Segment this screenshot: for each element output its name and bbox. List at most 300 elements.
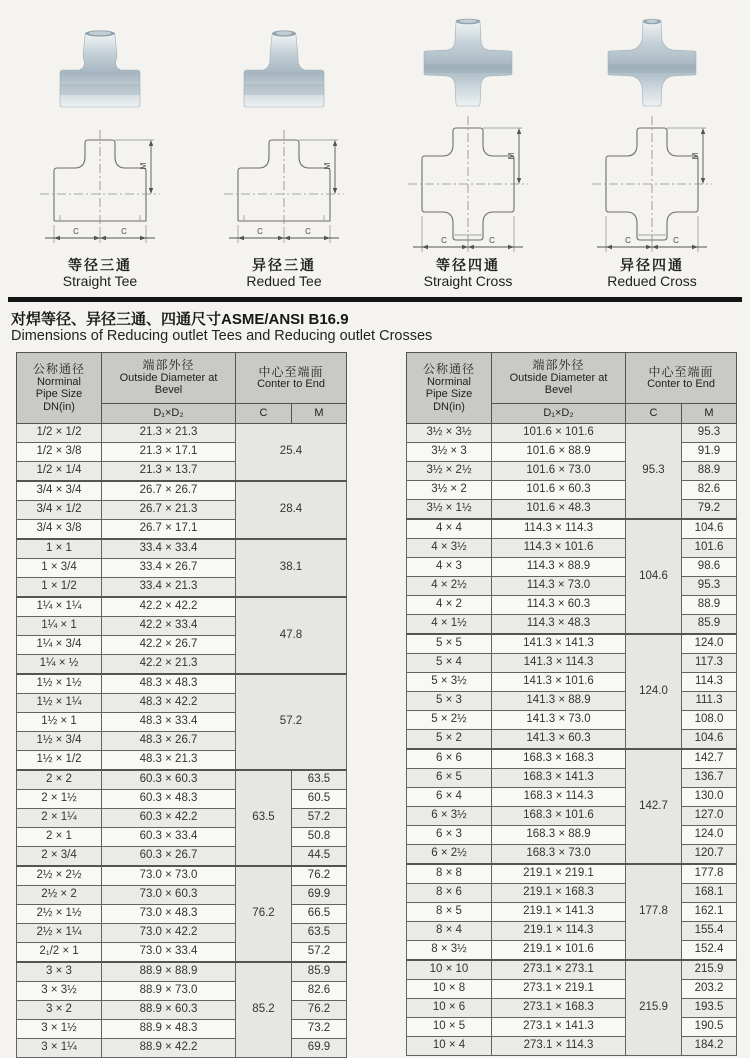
od-cell: 114.3 × 48.3 xyxy=(492,615,626,635)
dn-cell: 6 × 5 xyxy=(407,769,492,788)
dn-cell: 3/4 × 3/4 xyxy=(17,481,102,501)
table-row xyxy=(407,481,737,500)
od-cell: 114.3 × 73.0 xyxy=(492,577,626,596)
m-cell: 76.2 xyxy=(292,866,347,886)
dn-cell: 5 × 5 xyxy=(407,634,492,654)
od-cell: 168.3 × 88.9 xyxy=(492,826,626,845)
dn-cell: 2₁/2 × 1 xyxy=(17,943,102,963)
od-cell: 48.3 × 33.4 xyxy=(102,713,236,732)
od-cell: 42.2 × 21.3 xyxy=(102,655,236,675)
figure-label-en: Straight Cross xyxy=(423,273,513,289)
dn-cell: 4 × 1½ xyxy=(407,615,492,635)
m-cell: 101.6 xyxy=(682,539,737,558)
dn-cell: 1/2 × 1/4 xyxy=(17,462,102,482)
od-cell: 114.3 × 101.6 xyxy=(492,539,626,558)
dn-cell: 1/2 × 1/2 xyxy=(17,424,102,443)
center-to-end-cell: 28.4 xyxy=(236,481,347,539)
table-row xyxy=(17,924,347,943)
m-cell: 155.4 xyxy=(682,922,737,941)
dn-cell: 8 × 5 xyxy=(407,903,492,922)
od-cell: 73.0 × 48.3 xyxy=(102,905,236,924)
od-cell: 101.6 × 48.3 xyxy=(492,500,626,520)
dn-cell: 5 × 4 xyxy=(407,654,492,673)
m-cell: 44.5 xyxy=(292,847,347,867)
m-cell: 79.2 xyxy=(682,500,737,520)
m-cell: 88.9 xyxy=(682,462,737,481)
dn-cell: 3½ × 2 xyxy=(407,481,492,500)
svg-text:M: M xyxy=(323,162,332,170)
m-cell: 63.5 xyxy=(292,770,347,790)
c-cell: 215.9 xyxy=(626,960,682,1056)
m-cell: 104.6 xyxy=(682,519,737,539)
od-cell: 273.1 × 273.1 xyxy=(492,960,626,980)
dn-cell: 3½ × 2½ xyxy=(407,462,492,481)
m-cell: 104.6 xyxy=(682,730,737,750)
od-cell: 141.3 × 141.3 xyxy=(492,634,626,654)
od-cell: 114.3 × 114.3 xyxy=(492,519,626,539)
center-to-end-cell: 25.4 xyxy=(236,424,347,482)
svg-text:C: C xyxy=(625,236,631,245)
c-cell: 76.2 xyxy=(236,866,292,962)
table-row xyxy=(17,962,347,982)
m-cell: 60.5 xyxy=(292,790,347,809)
header-c: C xyxy=(236,404,292,424)
table-row xyxy=(17,539,347,559)
od-cell: 33.4 × 21.3 xyxy=(102,578,236,598)
table-row xyxy=(17,1001,347,1020)
figure-reduced-cross xyxy=(566,10,738,289)
od-cell: 60.3 × 26.7 xyxy=(102,847,236,867)
table-row xyxy=(407,864,737,884)
dn-cell: 1/2 × 3/8 xyxy=(17,443,102,462)
dn-cell: 6 × 3½ xyxy=(407,807,492,826)
table-row xyxy=(407,673,737,692)
od-cell: 141.3 × 88.9 xyxy=(492,692,626,711)
figure-straight-cross xyxy=(382,10,554,289)
od-cell: 48.3 × 48.3 xyxy=(102,674,236,694)
od-cell: 42.2 × 33.4 xyxy=(102,617,236,636)
figure-label xyxy=(246,257,321,289)
m-cell: 88.9 xyxy=(682,596,737,615)
table-row xyxy=(407,519,737,539)
c-cell: 142.7 xyxy=(626,749,682,864)
m-cell: 124.0 xyxy=(682,634,737,654)
reduced-tee-drawing xyxy=(224,116,344,254)
table-row xyxy=(17,770,347,790)
od-cell: 60.3 × 42.2 xyxy=(102,809,236,828)
m-cell: 108.0 xyxy=(682,711,737,730)
reduced-cross-drawing xyxy=(592,116,712,254)
svg-text:C: C xyxy=(305,227,311,236)
table-row xyxy=(407,999,737,1018)
figures-section xyxy=(0,0,750,289)
header-m: M xyxy=(292,404,347,424)
m-cell: 95.3 xyxy=(682,424,737,443)
table-row xyxy=(407,539,737,558)
figure-label-zh: 异径三通 xyxy=(252,257,316,273)
header-outside-diameter: 端部外径 Outside Diameter at Bevel xyxy=(102,353,236,404)
table-row xyxy=(407,577,737,596)
straight-cross-drawing xyxy=(408,116,528,254)
m-cell: 124.0 xyxy=(682,826,737,845)
table-row xyxy=(407,615,737,635)
dn-cell: 3 × 2 xyxy=(17,1001,102,1020)
m-cell: 66.5 xyxy=(292,905,347,924)
center-to-end-cell: 57.2 xyxy=(236,674,347,770)
svg-text:M: M xyxy=(691,152,700,160)
od-cell: 168.3 × 141.3 xyxy=(492,769,626,788)
od-cell: 26.7 × 26.7 xyxy=(102,481,236,501)
dn-cell: 6 × 3 xyxy=(407,826,492,845)
m-cell: 82.6 xyxy=(682,481,737,500)
m-cell: 63.5 xyxy=(292,924,347,943)
figure-label-en: Straight Tee xyxy=(62,273,138,289)
od-cell: 168.3 × 168.3 xyxy=(492,749,626,769)
m-cell: 85.9 xyxy=(292,962,347,982)
svg-text:C: C xyxy=(673,236,679,245)
od-cell: 219.1 × 114.3 xyxy=(492,922,626,941)
table-row xyxy=(407,884,737,903)
c-cell: 85.2 xyxy=(236,962,292,1058)
od-cell: 48.3 × 42.2 xyxy=(102,694,236,713)
header-d1xd2: D₁×D₂ xyxy=(492,404,626,424)
dimension-table-left xyxy=(16,352,347,1058)
table-row xyxy=(407,462,737,481)
od-cell: 101.6 × 101.6 xyxy=(492,424,626,443)
c-cell: 177.8 xyxy=(626,864,682,960)
m-cell: 50.8 xyxy=(292,828,347,847)
table-row xyxy=(407,1037,737,1056)
header-pipe-size: 公称通径 Norminal Pipe Size DN(in) xyxy=(17,353,102,424)
od-cell: 141.3 × 114.3 xyxy=(492,654,626,673)
dn-cell: 3 × 1¼ xyxy=(17,1039,102,1058)
m-cell: 127.0 xyxy=(682,807,737,826)
dn-cell: 1 × 3/4 xyxy=(17,559,102,578)
table-row xyxy=(17,481,347,501)
od-cell: 273.1 × 168.3 xyxy=(492,999,626,1018)
dimension-table-right xyxy=(406,352,737,1056)
table-row xyxy=(407,749,737,769)
table-row xyxy=(17,943,347,963)
dn-cell: 1½ × 1/2 xyxy=(17,751,102,771)
od-cell: 88.9 × 60.3 xyxy=(102,1001,236,1020)
dn-cell: 6 × 6 xyxy=(407,749,492,769)
od-cell: 33.4 × 26.7 xyxy=(102,559,236,578)
od-cell: 114.3 × 88.9 xyxy=(492,558,626,577)
figure-straight-tee xyxy=(14,10,186,289)
table-row xyxy=(407,443,737,462)
table-row xyxy=(17,674,347,694)
m-cell: 95.3 xyxy=(682,577,737,596)
od-cell: 88.9 × 73.0 xyxy=(102,982,236,1001)
c-cell: 104.6 xyxy=(626,519,682,634)
table-row xyxy=(17,847,347,867)
dn-cell: 2½ × 2 xyxy=(17,886,102,905)
straight-tee-drawing xyxy=(40,116,160,254)
dn-cell: 1¼ × 1¼ xyxy=(17,597,102,617)
m-cell: 69.9 xyxy=(292,1039,347,1058)
od-cell: 141.3 × 101.6 xyxy=(492,673,626,692)
c-cell: 95.3 xyxy=(626,424,682,520)
table-row xyxy=(407,769,737,788)
od-cell: 114.3 × 60.3 xyxy=(492,596,626,615)
reduced-cross-photo xyxy=(604,10,700,112)
m-cell: 91.9 xyxy=(682,443,737,462)
table-row xyxy=(17,1039,347,1058)
table-row xyxy=(17,1020,347,1039)
dn-cell: 5 × 2 xyxy=(407,730,492,750)
svg-text:M: M xyxy=(507,152,516,160)
table-row xyxy=(17,809,347,828)
svg-text:C: C xyxy=(257,227,263,236)
m-cell: 111.3 xyxy=(682,692,737,711)
od-cell: 141.3 × 73.0 xyxy=(492,711,626,730)
c-cell: 124.0 xyxy=(626,634,682,749)
dn-cell: 6 × 2½ xyxy=(407,845,492,865)
table-row xyxy=(407,922,737,941)
m-cell: 136.7 xyxy=(682,769,737,788)
od-cell: 42.2 × 42.2 xyxy=(102,597,236,617)
title-block xyxy=(11,311,750,345)
header-outside-diameter: 端部外径 Outside Diameter at Bevel xyxy=(492,353,626,404)
m-cell: 177.8 xyxy=(682,864,737,884)
svg-text:M: M xyxy=(139,162,148,170)
table-row xyxy=(407,711,737,730)
od-cell: 101.6 × 60.3 xyxy=(492,481,626,500)
od-cell: 141.3 × 60.3 xyxy=(492,730,626,750)
figure-label-zh: 等径三通 xyxy=(68,257,132,273)
m-cell: 76.2 xyxy=(292,1001,347,1020)
od-cell: 73.0 × 42.2 xyxy=(102,924,236,943)
dn-cell: 1 × 1/2 xyxy=(17,578,102,598)
dn-cell: 10 × 10 xyxy=(407,960,492,980)
header-center-to-end: 中心至端面 Conter to End xyxy=(626,353,737,404)
right-dimension-table xyxy=(406,352,737,1056)
dn-cell: 4 × 2½ xyxy=(407,577,492,596)
tables-section xyxy=(0,345,750,1058)
header-center-to-end: 中心至端面 Conter to End xyxy=(236,353,347,404)
od-cell: 60.3 × 60.3 xyxy=(102,770,236,790)
dn-cell: 1 × 1 xyxy=(17,539,102,559)
od-cell: 101.6 × 73.0 xyxy=(492,462,626,481)
od-cell: 73.0 × 33.4 xyxy=(102,943,236,963)
dn-cell: 3/4 × 3/8 xyxy=(17,520,102,540)
dn-cell: 3 × 3½ xyxy=(17,982,102,1001)
figure-label xyxy=(607,257,697,289)
m-cell: 203.2 xyxy=(682,980,737,999)
center-to-end-cell: 38.1 xyxy=(236,539,347,597)
od-cell: 219.1 × 219.1 xyxy=(492,864,626,884)
dn-cell: 10 × 6 xyxy=(407,999,492,1018)
table-row xyxy=(407,826,737,845)
table-row xyxy=(407,558,737,577)
table-row xyxy=(407,788,737,807)
m-cell: 184.2 xyxy=(682,1037,737,1056)
m-cell: 114.3 xyxy=(682,673,737,692)
od-cell: 219.1 × 168.3 xyxy=(492,884,626,903)
od-cell: 168.3 × 73.0 xyxy=(492,845,626,865)
od-cell: 73.0 × 73.0 xyxy=(102,866,236,886)
table-row xyxy=(407,692,737,711)
dn-cell: 10 × 4 xyxy=(407,1037,492,1056)
od-cell: 219.1 × 141.3 xyxy=(492,903,626,922)
m-cell: 162.1 xyxy=(682,903,737,922)
table-row xyxy=(17,905,347,924)
m-cell: 69.9 xyxy=(292,886,347,905)
left-dimension-table xyxy=(16,352,347,1058)
table-row xyxy=(407,500,737,520)
dn-cell: 4 × 3 xyxy=(407,558,492,577)
od-cell: 101.6 × 88.9 xyxy=(492,443,626,462)
od-cell: 21.3 × 21.3 xyxy=(102,424,236,443)
m-cell: 193.5 xyxy=(682,999,737,1018)
m-cell: 142.7 xyxy=(682,749,737,769)
dn-cell: 1¼ × 1 xyxy=(17,617,102,636)
straight-tee-photo xyxy=(52,10,148,112)
table-row xyxy=(407,424,737,443)
figure-label-zh: 异径四通 xyxy=(620,257,684,273)
dn-cell: 1¼ × ½ xyxy=(17,655,102,675)
od-cell: 168.3 × 101.6 xyxy=(492,807,626,826)
dn-cell: 8 × 4 xyxy=(407,922,492,941)
table-row xyxy=(17,424,347,443)
m-cell: 57.2 xyxy=(292,809,347,828)
svg-text:C: C xyxy=(441,236,447,245)
figure-label-zh: 等径四通 xyxy=(435,257,500,273)
dn-cell: 1½ × 1 xyxy=(17,713,102,732)
dn-cell: 4 × 2 xyxy=(407,596,492,615)
straight-cross-photo xyxy=(420,10,516,112)
figure-label-en: Redued Cross xyxy=(607,273,697,289)
m-cell: 130.0 xyxy=(682,788,737,807)
dn-cell: 8 × 6 xyxy=(407,884,492,903)
dn-cell: 2 × 1 xyxy=(17,828,102,847)
od-cell: 73.0 × 60.3 xyxy=(102,886,236,905)
od-cell: 88.9 × 42.2 xyxy=(102,1039,236,1058)
od-cell: 21.3 × 17.1 xyxy=(102,443,236,462)
dn-cell: 8 × 8 xyxy=(407,864,492,884)
dn-cell: 2½ × 1½ xyxy=(17,905,102,924)
table-row xyxy=(407,980,737,999)
figure-label xyxy=(63,257,137,289)
m-cell: 82.6 xyxy=(292,982,347,1001)
dn-cell: 3½ × 3 xyxy=(407,443,492,462)
m-cell: 57.2 xyxy=(292,943,347,963)
dn-cell: 2½ × 1¼ xyxy=(17,924,102,943)
table-row xyxy=(407,960,737,980)
header-c: C xyxy=(626,404,682,424)
header-m: M xyxy=(682,404,737,424)
divider-rule xyxy=(8,297,742,302)
dn-cell: 2 × 1¼ xyxy=(17,809,102,828)
m-cell: 168.1 xyxy=(682,884,737,903)
m-cell: 85.9 xyxy=(682,615,737,635)
header-d1xd2: D₁×D₂ xyxy=(102,404,236,424)
dn-cell: 2 × 2 xyxy=(17,770,102,790)
svg-text:C: C xyxy=(121,227,127,236)
dn-cell: 2½ × 2½ xyxy=(17,866,102,886)
dn-cell: 3 × 3 xyxy=(17,962,102,982)
table-row xyxy=(407,845,737,865)
od-cell: 273.1 × 141.3 xyxy=(492,1018,626,1037)
m-cell: 152.4 xyxy=(682,941,737,961)
dn-cell: 5 × 3½ xyxy=(407,673,492,692)
od-cell: 48.3 × 21.3 xyxy=(102,751,236,771)
c-cell: 63.5 xyxy=(236,770,292,866)
m-cell: 98.6 xyxy=(682,558,737,577)
od-cell: 26.7 × 21.3 xyxy=(102,501,236,520)
od-cell: 88.9 × 88.9 xyxy=(102,962,236,982)
dn-cell: 1½ × 3/4 xyxy=(17,732,102,751)
dn-cell: 6 × 4 xyxy=(407,788,492,807)
od-cell: 48.3 × 26.7 xyxy=(102,732,236,751)
table-row xyxy=(407,941,737,961)
dn-cell: 5 × 2½ xyxy=(407,711,492,730)
svg-text:C: C xyxy=(73,227,79,236)
dn-cell: 2 × 1½ xyxy=(17,790,102,809)
table-row xyxy=(17,866,347,886)
od-cell: 42.2 × 26.7 xyxy=(102,636,236,655)
header-pipe-size: 公称通径 Norminal Pipe Size DN(in) xyxy=(407,353,492,424)
table-row xyxy=(407,634,737,654)
od-cell: 21.3 × 13.7 xyxy=(102,462,236,482)
table-row xyxy=(407,1018,737,1037)
figure-reduced-tee xyxy=(198,10,370,289)
m-cell: 190.5 xyxy=(682,1018,737,1037)
page-title-en: Dimensions of Reducing outlet Tees and Reducing outlet Crosses xyxy=(11,328,433,344)
table-row xyxy=(407,730,737,750)
od-cell: 33.4 × 33.4 xyxy=(102,539,236,559)
dn-cell: 3½ × 3½ xyxy=(407,424,492,443)
figure-label-en: Redued Tee xyxy=(246,273,322,289)
reduced-tee-photo xyxy=(236,10,332,112)
dn-cell: 10 × 8 xyxy=(407,980,492,999)
table-row xyxy=(407,654,737,673)
table-row xyxy=(407,903,737,922)
table-row xyxy=(407,596,737,615)
dn-cell: 3½ × 1½ xyxy=(407,500,492,520)
dn-cell: 5 × 3 xyxy=(407,692,492,711)
od-cell: 60.3 × 33.4 xyxy=(102,828,236,847)
dn-cell: 1½ × 1½ xyxy=(17,674,102,694)
od-cell: 219.1 × 101.6 xyxy=(492,941,626,961)
table-row xyxy=(17,886,347,905)
table-row xyxy=(17,790,347,809)
dn-cell: 3/4 × 1/2 xyxy=(17,501,102,520)
m-cell: 215.9 xyxy=(682,960,737,980)
m-cell: 73.2 xyxy=(292,1020,347,1039)
table-row xyxy=(17,597,347,617)
dn-cell: 10 × 5 xyxy=(407,1018,492,1037)
od-cell: 273.1 × 219.1 xyxy=(492,980,626,999)
dn-cell: 8 × 3½ xyxy=(407,941,492,961)
table-row xyxy=(17,982,347,1001)
figure-label xyxy=(424,257,513,289)
od-cell: 168.3 × 114.3 xyxy=(492,788,626,807)
dn-cell: 2 × 3/4 xyxy=(17,847,102,867)
table-row xyxy=(17,828,347,847)
m-cell: 117.3 xyxy=(682,654,737,673)
svg-text:C: C xyxy=(489,236,495,245)
page-title-zh: 对焊等径、异径三通、四通尺寸ASME/ANSI B16.9 xyxy=(11,311,349,328)
od-cell: 273.1 × 114.3 xyxy=(492,1037,626,1056)
center-to-end-cell: 47.8 xyxy=(236,597,347,674)
dn-cell: 1¼ × 3/4 xyxy=(17,636,102,655)
dn-cell: 3 × 1½ xyxy=(17,1020,102,1039)
od-cell: 88.9 × 48.3 xyxy=(102,1020,236,1039)
dn-cell: 1½ × 1¼ xyxy=(17,694,102,713)
table-row xyxy=(407,807,737,826)
